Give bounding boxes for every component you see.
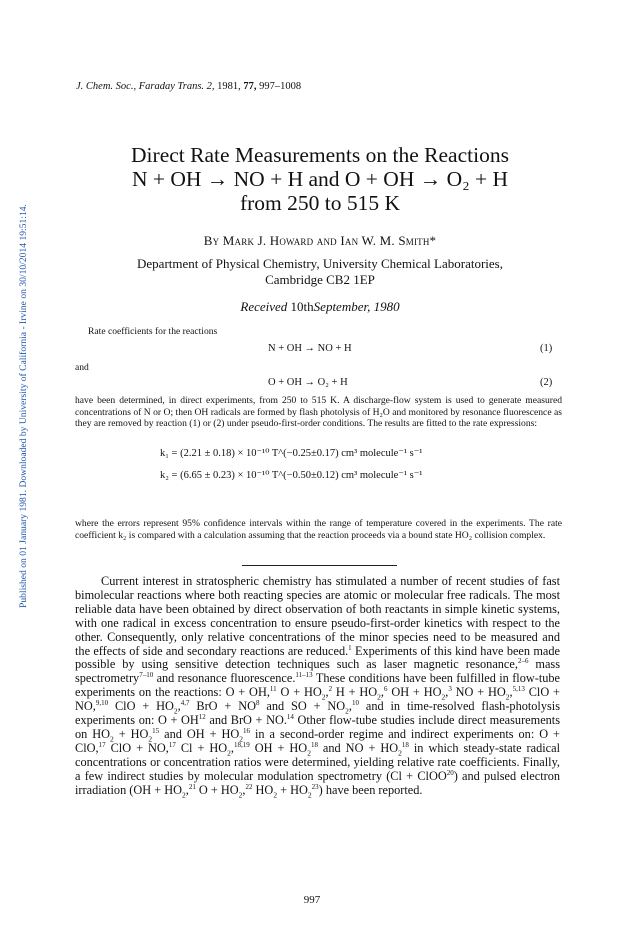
journal-volume: 77, [243,81,257,92]
reaction-1: N + OH → NO + H [268,343,352,354]
section-divider [242,565,397,566]
affiliation-line-2: Cambridge CB2 1EP [265,272,375,287]
page-number: 997 [303,894,321,906]
download-watermark-text: Published on 01 January 1981. Downloaded by University of California - Irvine on 30/10/2014 19:51:14. [18,204,29,608]
affiliation-line-1: Department of Physical Chemistry, University Chemical Laboratories, [137,256,503,271]
journal-pages: 997–1008 [259,81,302,92]
abstract-and: and [75,362,89,373]
abstract-intro: Rate coefficients for the reactions [88,326,218,337]
body-paragraph: Current interest in stratospheric chemistry has stimulated a number of recent studies of fast bimolecular reactions where both reacting species are atomic or molecular free radicals. The most reliable data have been obtained by direct observation of both reactants in simple kinetic systems, with one radical in excess concentration to ensure pseudo-first-order kinetics with respect to the other. Consequently, only relative concentrations of the minor species need to be measured and the effects of side and secondary reactions are reduced.$^1$ Experiments of this kind have been made possible by using sensitive detection techniques such as laser magnetic resonance,$^{2-6}$ mass spectrometry$^{7-10}$ and resonance fluorescence.$^{11-13}$ These conditions have been fulfilled in flow-tube experiments on the reactions: O + OH,$^{11}$ $O + HO_2,^2$ $H + HO_2,^6$ OH + $HO_2,^3$ NO + $HO_2,^{5,13}$ ClO + NO,$^{9,10}$ ClO + $HO_2,^{4,7}$ BrO + $NO^8$ and SO + $NO_2,^{10}$ and in time-resolved flash-photolysis experiments on: $O + OH^{12}$ and BrO + NO.$^{14}$ Other flow-tube studies include direct measurements on $HO_2 + HO_2^{15}$ and OH + $HO_2^{16}$ in a second-order regime and indirect experiments on: O + ClO,$^{17}$ ClO + NO,$^{17}$ $Cl + HO_2,^{18,19}$ OH + $HO_2^{18}$ and NO + $HO_2^{18}$ in which steady-state radical concentrations or concentration ratios were determined, yielding relative rate coefficients. Finally, a few indirect studies by molecular modulation spectrometry (Cl + ClOO$^{20}$) and pulsed electron irradiation ($OH + HO_2,^{21}$ $O + HO_2,^{22}$ $HO_2 + HO_2^{23}$) have been reported. [75,574,561,800]
rate-expression-k2: k₂ = (6.65 ± 0.23) × 10⁻¹⁰ T^(−0.50±0.12) cm³ molecule⁻¹ s⁻¹ [160,470,423,481]
received-day: 10th [290,299,314,314]
received-prefix: Received [240,299,288,314]
abstract-paragraph-2: where the errors represent 95% confidence intervals within the range of temperature covered in the experiments. The rate coefficient k₂ is compared with a calculation assuming that the reaction proceeds via a bound state HO₂ collision complex. [75,518,562,541]
authors [60,233,580,249]
title-line-1: Direct Rate Measurements on the Reactions [131,143,509,167]
journal-citation [76,81,301,92]
authors-by: By [203,233,220,248]
reaction-2-number: (2) [540,377,553,388]
journal-name: J. Chem. Soc., Faraday Trans. 2, [76,81,215,92]
received-date [60,299,580,315]
title-line-2: N + OH → NO + H and O + OH → O₂ + H [131,167,509,191]
journal-year: 1981, [217,81,241,92]
reaction-1-number: (1) [540,343,553,354]
authors-names: Mark J. Howard and Ian W. M. Smith* [222,233,437,248]
affiliation [70,256,570,288]
title-line-3: from 250 to 515 K [239,191,401,215]
rate-expression-k1: k₁ = (2.21 ± 0.18) × 10⁻¹⁰ T^(−0.25±0.17) cm³ molecule⁻¹ s⁻¹ [160,448,423,459]
download-watermark [6,120,29,610]
reaction-2: O + OH → O₂ + H [268,377,348,388]
received-rest: September, 1980 [313,299,400,314]
abstract-paragraph-1: have been determined, in direct experiments, from 250 to 515 K. A discharge-flow system is used to generate measured concentrations of N or O; then OH radicals are formed by flash photolysis of H₂O and monitored by resonance fluorescence as they are removed by reaction (1) or (2) under pseudo-first-order conditions. The results are fitted to the rate expressions: [75,395,562,429]
